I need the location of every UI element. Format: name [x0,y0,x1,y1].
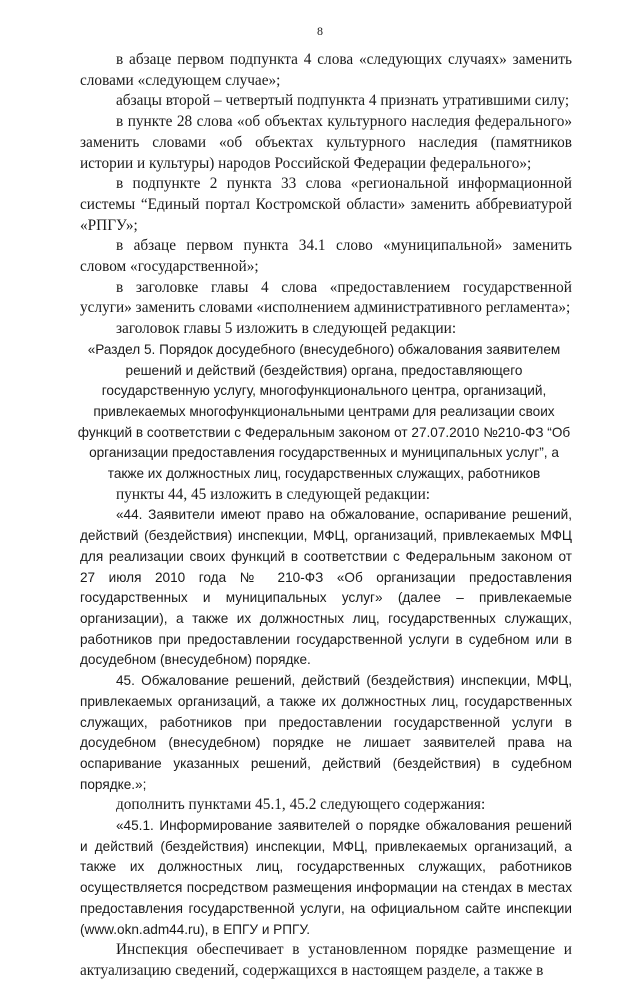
amendment-paragraph: в абзаце первом подпункта 4 слова «следующих случаях» заменить словами «следующем случае»; [80,51,572,89]
page-number: 8 [317,24,323,38]
amendment-paragraph: абзацы второй – четвертый подпункта 4 признать утратившими силу; [116,92,570,110]
amendment-paragraph: заголовок главы 5 изложить в следующей редакции: [116,320,457,338]
chapter-5-heading: «Раздел 5. Порядок досудебного (внесудебного) обжалования заявителем решений и действий (бездействия) органа, предоставляющего государственную услугу, многофункционального центра, организаций, привлекаемых многофункциональными центрами для реализации своих функций в соответствии с Федеральным законом от 27.07.2010 №210-ФЗ “Об организации предоставления государственных и муниципальных услуг”, а также их должностных лиц, государственных служащих, работников [77,341,571,482]
point-44: «44. Заявители имеют право на обжалование, оспаривание решений, действий (бездействия) инспекции, МФЦ, организаций, привлекаемых МФЦ для реализации своих функций в соответствии с Федеральным законом от 27 июля 2010 года № 210-ФЗ «Об организации предоставления государственных и муниципальных услуг» (далее – привлекаемые организации), а также их должностных лиц, государственных служащих, работников при предоставлении государственной услуги в судебном или в досудебном (внесудебном) порядке. [80,507,572,668]
point-45-1: «45.1. Информирование заявителей о порядке обжалования решений и действий (бездействия) инспекции, МФЦ, привлекаемых организаций, а также их должностных лиц, государственных служащих, работников осуществляется посредством размещения информации на стендах в местах предоставления государственной услуги, на официальном сайте инспекции (www.okn.adm44.ru), в ЕПГУ и РПГУ. [80,818,572,937]
amendment-paragraph: в подпункте 2 пункта 33 слова «региональной информационной системы “Единый портал Костромской области» заменить аббревиатурой «РПГУ»; [80,175,572,234]
final-paragraph: Инспекция обеспечивает в установленном порядке размещение и актуализацию сведений, содержащихся в настоящем разделе, а также в [80,941,572,979]
amendment-paragraph: в абзаце первом пункта 34.1 слово «муниципальной» заменить словом «государственной»; [80,237,572,276]
amendment-paragraph: в заголовке главы 4 слова «предоставлением государственной услуги» заменить словами «исполнением административного регламента»; [80,278,572,317]
document-body [77,50,572,982]
points-intro: пункты 44, 45 изложить в следующей редакции: [116,485,431,503]
point-45: 45. Обжалование решений, действий (бездействия) инспекции, МФЦ, привлекаемых организаций, а также их должностных лиц, государственных служащих, работников при предоставлении государственной услуги в досудебном (внесудебном) порядке не лишает заявителей права на оспаривание указанных решений, действий (бездействия) в судебном порядке.»; [80,673,572,792]
supplement-intro: дополнить пунктами 45.1, 45.2 следующего содержания: [116,796,486,814]
amendment-paragraph: в пункте 28 слова «об объектах культурного наследия федерального» заменить словами «об объектах культурного наследия (памятников истории и культуры) народов Российской Федерации федерального»; [80,113,572,172]
